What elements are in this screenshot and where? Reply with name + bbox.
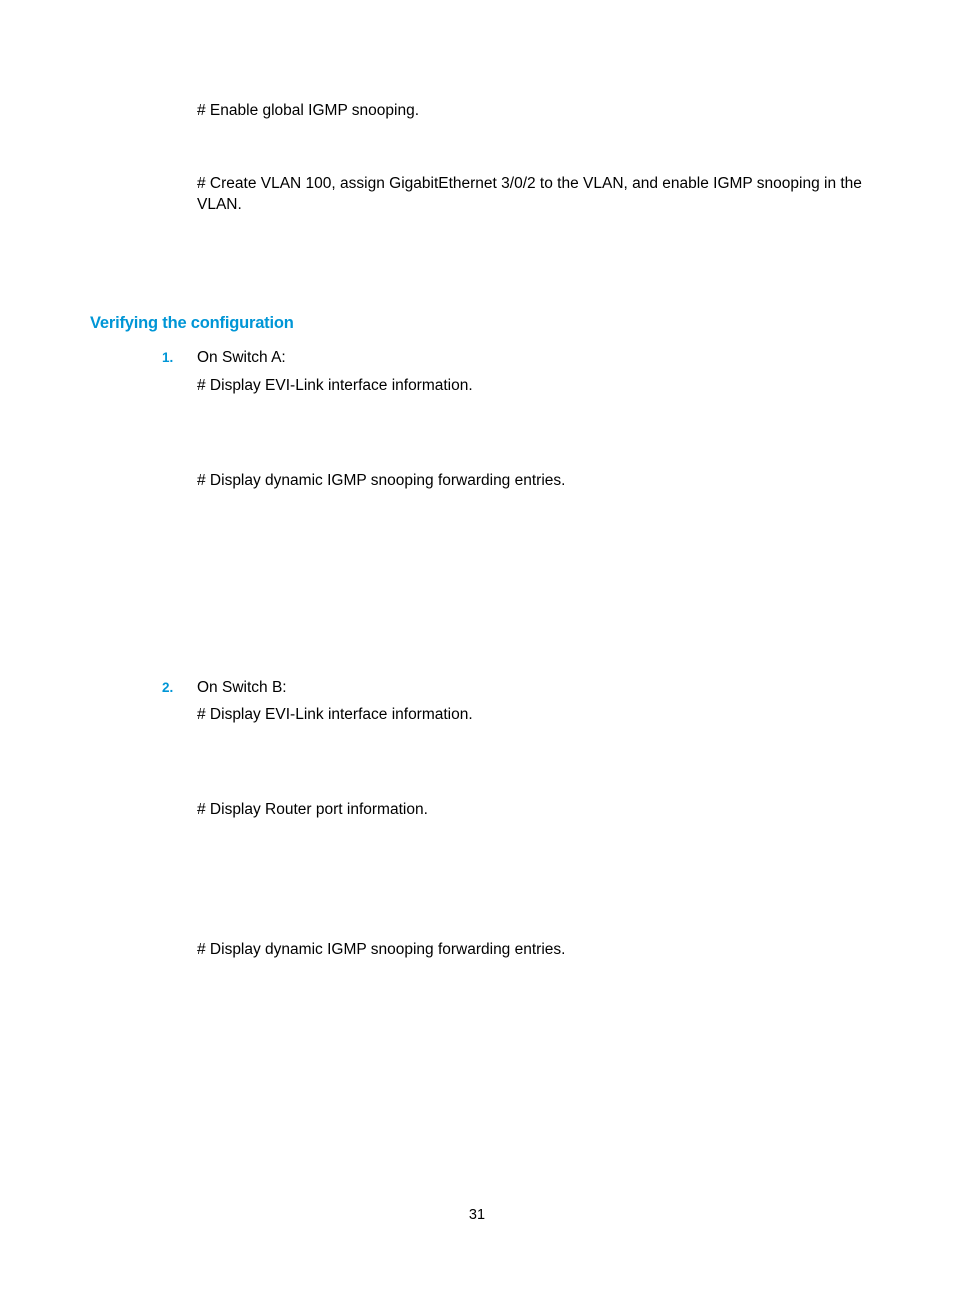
page-number: 31 <box>468 1207 486 1223</box>
step-item: # Display dynamic IGMP snooping forwarding entries. <box>197 472 566 489</box>
create-vlan-text: # Create VLAN 100, assign GigabitEthernet 3/0/2 to the VLAN, and enable IGMP snooping in the VLAN. <box>197 175 862 213</box>
section-heading: Verifying the configuration <box>90 314 294 332</box>
step-item: # Display Router port information. <box>197 801 428 818</box>
step-number: 2. <box>162 680 174 695</box>
step-label-switch-a: On Switch A: <box>197 349 286 366</box>
step-item: # Display EVI-Link interface information. <box>197 377 473 394</box>
step-item: # Display EVI-Link interface information. <box>197 706 473 723</box>
step-number: 1. <box>162 350 174 365</box>
step-item: # Display dynamic IGMP snooping forwarding entries. <box>197 941 566 958</box>
enable-global-igmp-text: # Enable global IGMP snooping. <box>197 102 420 119</box>
step-label-switch-b: On Switch B: <box>197 679 287 696</box>
